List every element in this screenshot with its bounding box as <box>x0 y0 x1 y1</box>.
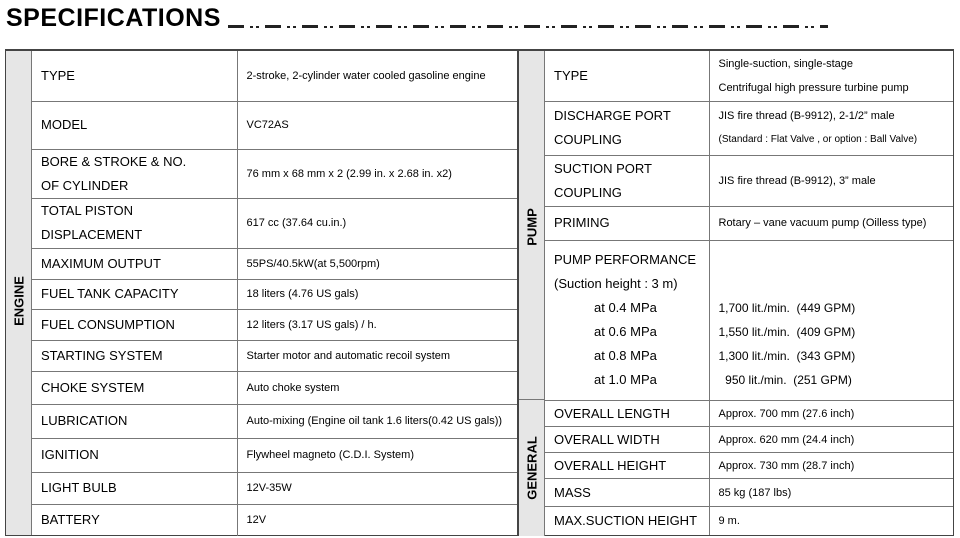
pump-performance-flow: 1,550 lit./min. (409 GPM) <box>718 325 856 340</box>
general-row <box>545 427 953 453</box>
pump-performance-label-cell <box>545 240 709 400</box>
engine-row-value: 55PS/40.5kW(at 5,500rpm) <box>246 257 380 270</box>
pump-general-panel <box>518 49 954 536</box>
engine-row-label-cell <box>32 340 237 371</box>
general-row-label: MAX.SUCTION HEIGHT <box>554 512 698 528</box>
engine-row-value-cell <box>237 340 517 371</box>
engine-row-label-cell <box>32 248 237 279</box>
engine-row-label: LUBRICATION <box>41 413 128 428</box>
pump-row-label-cell <box>545 155 709 206</box>
engine-row-value-cell <box>237 198 517 248</box>
rule-dash <box>672 25 688 28</box>
rule-dot <box>509 26 512 28</box>
pump-row-value: Single-suction, single-stage <box>718 57 854 70</box>
pump-performance-pressure: at 1.0 MPa <box>594 372 657 388</box>
pump-performance-pressure: at 0.8 MPa <box>594 348 657 364</box>
rule-dot <box>620 26 623 28</box>
pump-performance-subheading: (Suction height : 3 m) <box>554 276 678 292</box>
rule-dash <box>709 25 725 28</box>
rule-dot <box>478 26 481 28</box>
engine-row-label-cell <box>32 504 237 536</box>
engine-row-value-cell <box>237 504 517 536</box>
pump-row-value-cell <box>709 155 953 206</box>
engine-row-label-cell <box>32 279 237 309</box>
engine-row-value: 76 mm x 68 mm x 2 (2.99 in. x 2.68 in. x2) <box>246 167 452 180</box>
rule-dot <box>552 26 555 28</box>
engine-row-label: BATTERY <box>41 512 100 528</box>
general-row-value-cell <box>709 453 953 479</box>
pump-row-value-cell <box>709 51 953 101</box>
engine-sidebar <box>6 51 32 535</box>
engine-row-label-cell <box>32 472 237 504</box>
general-section-label: GENERAL <box>524 436 540 500</box>
engine-row-value: Auto-mixing (Engine oil tank 1.6 liters(0.42 US gals)) <box>246 415 503 427</box>
engine-row-value: 12V-35W <box>246 482 292 494</box>
engine-row-value: VC72AS <box>246 119 289 131</box>
rule-dash <box>746 25 762 28</box>
pump-spec-table <box>545 51 953 400</box>
rule-dash <box>820 25 828 28</box>
engine-row-label-cell <box>32 198 237 248</box>
general-row-label: OVERALL LENGTH <box>554 405 670 421</box>
engine-row <box>32 371 517 404</box>
rule-dot <box>805 26 808 28</box>
engine-row-label: OF CYLINDER <box>41 177 129 193</box>
rule-dash <box>302 25 318 28</box>
engine-row-label-cell <box>32 371 237 404</box>
engine-row <box>32 51 517 101</box>
engine-row-label-cell <box>32 101 237 149</box>
rule-dot <box>515 26 518 28</box>
rule-dash <box>265 25 281 28</box>
pump-performance-row <box>545 240 953 400</box>
rule-dash <box>413 25 429 28</box>
rule-dot <box>367 26 370 28</box>
rule-dash <box>376 25 392 28</box>
engine-row-label-cell <box>32 438 237 472</box>
engine-row-value-cell <box>237 248 517 279</box>
pump-row-value: JIS fire thread (B-9912), 3” male <box>718 174 876 187</box>
engine-row-label: FUEL CONSUMPTION <box>41 316 175 332</box>
engine-row-value: 18 liters (4.76 US gals) <box>246 288 359 300</box>
general-row <box>545 401 953 427</box>
dash-rule-graphic <box>228 25 828 29</box>
engine-row-label-cell <box>32 51 237 101</box>
general-row-label: OVERALL HEIGHT <box>554 457 667 473</box>
general-row-label-cell <box>545 401 709 427</box>
engine-row-value-cell <box>237 438 517 472</box>
general-row-value-cell <box>709 427 953 453</box>
rule-dot <box>361 26 364 28</box>
rule-dot <box>737 26 740 28</box>
engine-row-label-cell <box>32 404 237 438</box>
pump-row-value: Rotary – vane vacuum pump (Oilless type) <box>718 217 927 229</box>
rule-dash <box>783 25 799 28</box>
general-spec-table <box>545 400 953 535</box>
engine-panel <box>5 49 518 536</box>
rule-dot <box>700 26 703 28</box>
rule-dot <box>287 26 290 28</box>
general-row-value: Approx. 620 mm (24.4 inch) <box>718 433 855 446</box>
engine-row-label: TYPE <box>41 67 75 83</box>
engine-row-label: TOTAL PISTON <box>41 203 133 218</box>
rule-dot <box>583 26 586 28</box>
general-row-label-cell <box>545 453 709 479</box>
pump-performance-flow: 950 lit./min. (251 GPM) <box>718 373 852 388</box>
rule-dot <box>435 26 438 28</box>
rule-dot <box>324 26 327 28</box>
engine-row <box>32 340 517 371</box>
pump-row-value: JIS fire thread (B-9912), 2-1/2” male <box>718 110 895 122</box>
rule-dot <box>256 26 259 28</box>
general-row <box>545 507 953 535</box>
pump-row-label: PRIMING <box>554 215 610 230</box>
rule-dot <box>657 26 660 28</box>
pump-performance-flow: 1,300 lit./min. (343 GPM) <box>718 349 856 364</box>
rule-dash <box>598 25 614 28</box>
engine-row-label-cell <box>32 149 237 198</box>
engine-row <box>32 149 517 198</box>
pump-row <box>545 101 953 155</box>
engine-row-value: 617 cc (37.64 cu.in.) <box>246 217 347 229</box>
rule-dot <box>293 26 296 28</box>
engine-row <box>32 438 517 472</box>
rule-dash <box>450 25 466 28</box>
rule-dot <box>811 26 814 28</box>
rule-dot <box>663 26 666 28</box>
pump-section-label: PUMP <box>524 208 540 246</box>
general-row-label-cell <box>545 479 709 507</box>
engine-row-value: 2-stroke, 2-cylinder water cooled gasoline engine <box>246 69 486 82</box>
engine-spec-table <box>32 51 517 536</box>
page-title: SPECIFICATIONS <box>6 4 221 32</box>
engine-row-value-cell <box>237 101 517 149</box>
rule-dot <box>626 26 629 28</box>
engine-row <box>32 504 517 536</box>
engine-row <box>32 309 517 340</box>
general-row-value: 9 m. <box>718 514 740 527</box>
engine-row-value: Starter motor and automatic recoil system <box>246 349 451 362</box>
general-row <box>545 453 953 479</box>
general-row-value-cell <box>709 401 953 427</box>
rule-dot <box>330 26 333 28</box>
pump-row <box>545 206 953 240</box>
engine-row-value-cell <box>237 279 517 309</box>
pump-performance-pressure: at 0.4 MPa <box>594 300 657 316</box>
general-row-label-cell <box>545 427 709 453</box>
pump-row-value-cell <box>709 101 953 155</box>
rule-dot <box>768 26 771 28</box>
pump-row-label: COUPLING <box>554 132 622 147</box>
rule-dot <box>404 26 407 28</box>
pump-performance-value-cell <box>709 240 953 400</box>
rule-dot <box>694 26 697 28</box>
pump-row-value-cell <box>709 206 953 240</box>
pump-performance-spacer <box>719 248 954 296</box>
rule-dash <box>339 25 355 28</box>
engine-row-label: MODEL <box>41 117 88 132</box>
pump-row-label: TYPE <box>554 67 588 83</box>
rule-dot <box>589 26 592 28</box>
general-row-value: Approx. 730 mm (28.7 inch) <box>718 459 855 472</box>
engine-row-value-cell <box>237 309 517 340</box>
pump-row <box>545 51 953 101</box>
engine-row-value-cell <box>237 149 517 198</box>
engine-row-value: Flywheel magneto (C.D.I. System) <box>246 449 414 461</box>
general-row-value: 85 kg (187 lbs) <box>718 486 792 499</box>
pump-row-label-cell <box>545 101 709 155</box>
rule-dot <box>546 26 549 28</box>
pump-row <box>545 155 953 206</box>
engine-row-value-cell <box>237 51 517 101</box>
general-row-value-cell <box>709 507 953 535</box>
pump-performance-heading: PUMP PERFORMANCE <box>554 252 697 268</box>
engine-row-label: DISPLACEMENT <box>41 227 143 242</box>
engine-row-label: BORE & STROKE & NO. <box>41 153 187 169</box>
engine-row-value: 12 liters (3.17 US gals) / h. <box>246 318 377 331</box>
engine-row <box>32 198 517 248</box>
general-sidebar <box>519 400 545 536</box>
pump-row-value: (Standard : Flat Valve , or option : Ball Valve) <box>718 134 918 145</box>
rule-dot <box>398 26 401 28</box>
rule-dot <box>250 26 253 28</box>
engine-row-label: FUEL TANK CAPACITY <box>41 286 179 301</box>
rule-dot <box>731 26 734 28</box>
general-row-label-cell <box>545 507 709 535</box>
general-row-value-cell <box>709 479 953 507</box>
general-row-label: MASS <box>554 484 591 500</box>
engine-row <box>32 404 517 438</box>
engine-row-label: LIGHT BULB <box>41 480 117 495</box>
rule-dot <box>472 26 475 28</box>
rule-dot <box>774 26 777 28</box>
pump-sidebar <box>519 51 545 400</box>
engine-row-label: CHOKE SYSTEM <box>41 379 145 395</box>
engine-row-value-cell <box>237 472 517 504</box>
engine-row-value-cell <box>237 404 517 438</box>
pump-row-value: Centrifugal high pressure turbine pump <box>718 81 909 94</box>
engine-row-label: MAXIMUM OUTPUT <box>41 255 161 271</box>
pump-row-label: SUCTION PORT <box>554 160 652 176</box>
engine-row-label: IGNITION <box>41 447 99 462</box>
rule-dash <box>635 25 651 28</box>
engine-row-value-cell <box>237 371 517 404</box>
engine-row <box>32 472 517 504</box>
pump-performance-pressure: at 0.6 MPa <box>594 324 657 340</box>
pump-performance-flow: 1,700 lit./min. (449 GPM) <box>718 301 856 316</box>
rule-dash <box>228 25 244 28</box>
engine-row <box>32 101 517 149</box>
general-row-label: OVERALL WIDTH <box>554 431 660 447</box>
rule-dash <box>561 25 577 28</box>
pump-row-label-cell <box>545 51 709 101</box>
engine-row-label-cell <box>32 309 237 340</box>
engine-row-value: Auto choke system <box>246 381 340 394</box>
pump-row-label-cell <box>545 206 709 240</box>
pump-row-label: DISCHARGE PORT <box>554 108 671 123</box>
rule-dash <box>524 25 540 28</box>
engine-row <box>32 279 517 309</box>
pump-row-label: COUPLING <box>554 184 622 200</box>
rule-dash <box>487 25 503 28</box>
engine-section-label: ENGINE <box>11 276 27 326</box>
engine-row <box>32 248 517 279</box>
engine-row-value: 12V <box>246 514 267 527</box>
general-row-value: Approx. 700 mm (27.6 inch) <box>718 407 855 420</box>
engine-row-label: STARTING SYSTEM <box>41 347 163 363</box>
title-dash-rule <box>228 25 828 29</box>
rule-dot <box>441 26 444 28</box>
general-row <box>545 479 953 507</box>
